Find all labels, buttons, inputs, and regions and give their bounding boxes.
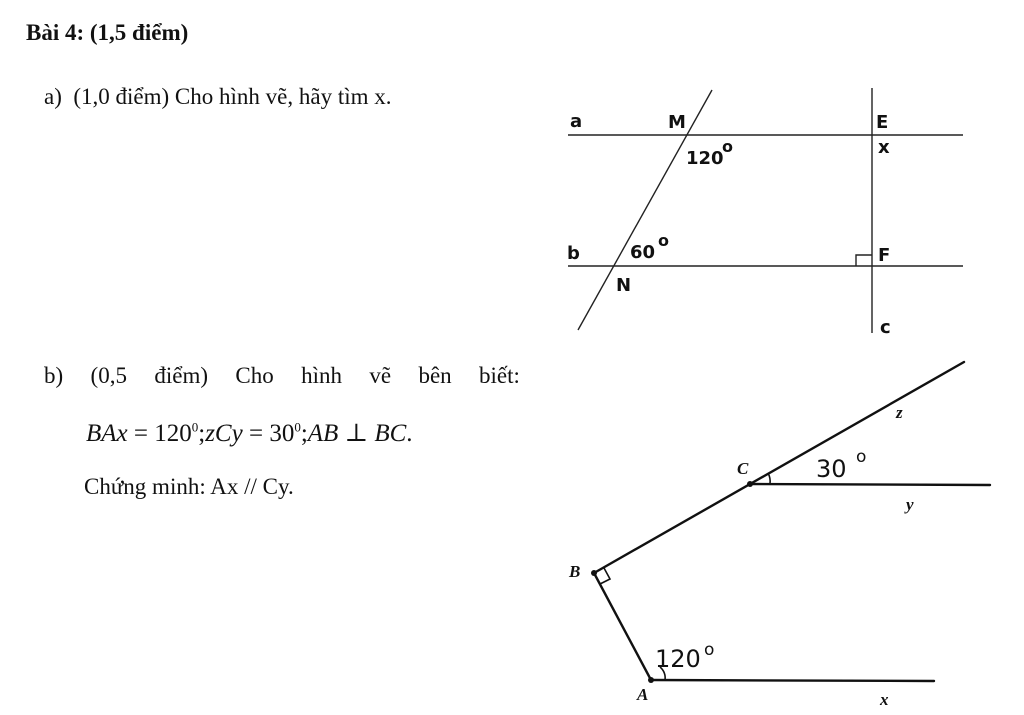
angle-n-value: 60 bbox=[630, 242, 656, 263]
angle-c-value: 30 bbox=[816, 455, 847, 483]
part-b-word: Cho bbox=[235, 363, 274, 388]
label-point-b: B bbox=[569, 562, 581, 581]
label-unknown-x: x bbox=[878, 137, 890, 158]
given-value-30: 30 bbox=[269, 420, 295, 447]
given-perpendicular: AB ⊥ BC bbox=[307, 420, 407, 447]
part-b-word: (0,5 bbox=[90, 363, 127, 388]
ray-cy bbox=[750, 484, 990, 485]
part-b-word: bên bbox=[418, 363, 452, 388]
angle-a-degree: o bbox=[704, 640, 715, 660]
ray-ax bbox=[651, 680, 934, 681]
given-degree: 0 bbox=[294, 419, 301, 435]
given-end: . bbox=[406, 420, 413, 447]
given-angle-zcy: zCy bbox=[205, 420, 243, 447]
ray-cz bbox=[594, 362, 964, 573]
part-b-word: điểm) bbox=[154, 363, 208, 388]
given-degree: 0 bbox=[191, 419, 199, 435]
given-eq: = bbox=[127, 420, 155, 447]
given-sep: ; bbox=[198, 420, 206, 447]
label-point-n: N bbox=[616, 275, 632, 296]
exercise-title: Bài 4: (1,5 điểm) bbox=[26, 20, 189, 45]
part-b-word: hình bbox=[301, 363, 342, 388]
part-b-word: biết: bbox=[479, 363, 520, 388]
label-ray-x: x bbox=[880, 690, 889, 709]
point-c-dot bbox=[747, 481, 753, 487]
given-angle-bax: BAx bbox=[86, 420, 128, 447]
angle-a-value: 120 bbox=[655, 645, 701, 673]
label-point-a: A bbox=[637, 685, 649, 704]
segment-ab bbox=[594, 573, 651, 680]
label-ray-z: z bbox=[896, 403, 903, 422]
label-point-m: M bbox=[668, 112, 686, 133]
angle-n-degree: o bbox=[658, 231, 669, 250]
angle-c-degree: o bbox=[856, 447, 867, 467]
label-ray-y: y bbox=[906, 495, 914, 514]
part-b-word: b) bbox=[44, 363, 64, 388]
given-sep: ; bbox=[300, 420, 308, 447]
label-line-c: c bbox=[880, 317, 891, 338]
part-a-label: a) bbox=[44, 84, 62, 109]
label-line-a: a bbox=[570, 111, 583, 132]
part-a-text: (1,0 điểm) Cho hình vẽ, hãy tìm x. bbox=[73, 84, 392, 109]
given-eq: = bbox=[242, 420, 270, 447]
angle-m-degree: o bbox=[722, 137, 733, 156]
point-a-dot bbox=[648, 677, 654, 683]
label-line-b: b bbox=[567, 243, 580, 264]
part-b-word: vẽ bbox=[369, 363, 392, 388]
point-b-dot bbox=[591, 570, 597, 576]
part-b-prove: Chứng minh: Ax // Cy. bbox=[84, 474, 294, 499]
label-point-e: E bbox=[876, 112, 889, 133]
label-point-c: C bbox=[737, 459, 749, 478]
angle-m-value: 120 bbox=[686, 148, 724, 169]
label-point-f: F bbox=[878, 245, 891, 266]
angle-arc-c bbox=[768, 473, 770, 484]
given-value-120: 120 bbox=[154, 420, 192, 447]
right-angle-mark-b bbox=[600, 568, 610, 584]
